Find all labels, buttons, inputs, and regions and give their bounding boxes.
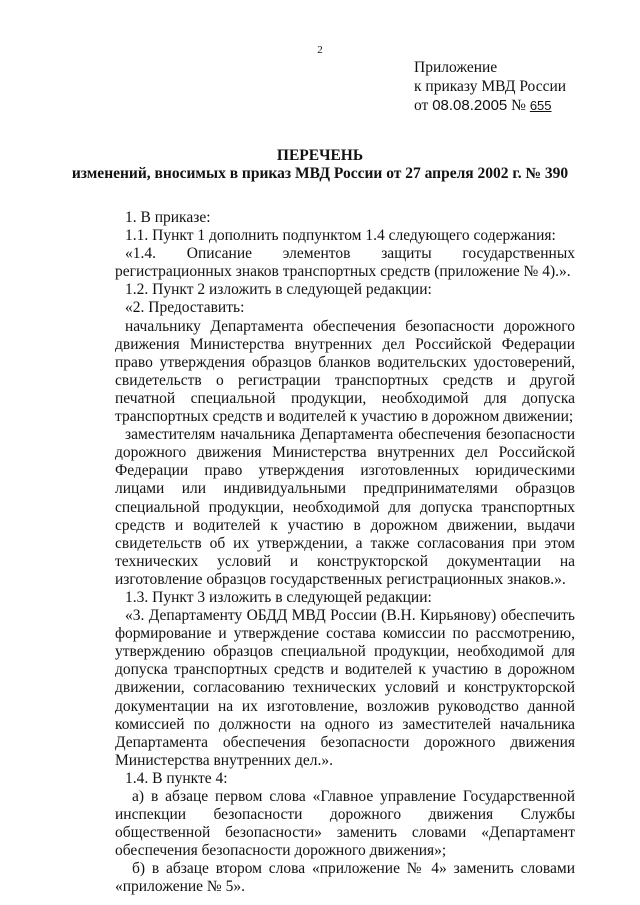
appendix-number-prefix: № (511, 97, 526, 114)
paragraph: «3. Департаменту ОБДД МВД России (В.Н. Кирьянову) обеспечить формирование и утверждение состава комиссии по рассмотрению, утверждению образцов специальной продукции, необходимой для допуска транспортных средств и водителей к участию в дорожном движении, согласованию технических условий и конструкторской документации на их изготовление, возложив руководство данной комиссией по должности на одного из заместителей начальника Департамента обеспечения безопасности дорожного движения Министерства внутренних дел.». (115, 607, 575, 769)
document-subtitle: изменений, вносимых в приказ МВД России от 27 апреля 2002 г. № 390 (71, 165, 569, 182)
paragraph: «2. Предоставить: (125, 299, 245, 317)
document-body (115, 209, 575, 897)
appendix-number: 655 (529, 98, 552, 113)
appendix-line-1: Приложение (414, 59, 498, 76)
paragraph: 1.1. Пункт 1 дополнить подпунктом 1.4 следующего содержания: (125, 227, 556, 245)
paragraph: а) в абзаце первом слова «Главное управление Государственной инспекции безопасности дорожного движения Службы общественной безопасности» заменить словами «Департамент обеспечения безопасности дорожного движения»; (115, 788, 575, 860)
page-number: 2 (317, 44, 323, 56)
appendix-line-2: к приказу МВД России (414, 78, 567, 95)
paragraph: заместителям начальника Департамента обеспечения безопасности дорожного движения Министерства внутренних дел Российской Федерации право утверждения изготовленных юридическими лицами или индивидуальными предпринимателями образцов специальной продукции, необходимой для допуска транспортных средств и водителей к участию в дорожном движении, выдачи свидетельств об их утверждении, а также согласования при этом технических условий и конструкторской документации на изготовление образцов государственных регистрационных знаков.». (115, 426, 575, 588)
paragraph: 1.3. Пункт 3 изложить в следующей редакции: (125, 588, 432, 606)
paragraph: начальнику Департамента обеспечения безопасности дорожного движения Министерства внутренних дел Российской Федерации право утверждения образцов бланков водительских удостоверений, свидетельств о регистрации транспортных средств и другой печатной специальной продукции, необходимой для допуска транспортных средств и водителей к участию в дорожном движении; (115, 317, 575, 426)
appendix-header (414, 58, 566, 115)
document-title: ПЕРЕЧЕНЬ (276, 147, 364, 164)
appendix-line-3 (414, 96, 566, 115)
paragraph: б) в абзаце втором слова «приложение № 4» заменить словами «приложение № 5». (115, 860, 575, 896)
appendix-date: 08.08.2005 (432, 97, 508, 114)
paragraph: 1.2. Пункт 2 изложить в следующей редакции: (125, 281, 432, 299)
appendix-date-prefix: от (414, 97, 429, 114)
paragraph: «1.4. Описание элементов защиты государственных регистрационных знаков транспортных средств (приложение № 4).». (115, 245, 575, 281)
paragraph: 1. В приказе: (125, 209, 211, 226)
paragraph: 1.4. В пункте 4: (125, 769, 228, 787)
